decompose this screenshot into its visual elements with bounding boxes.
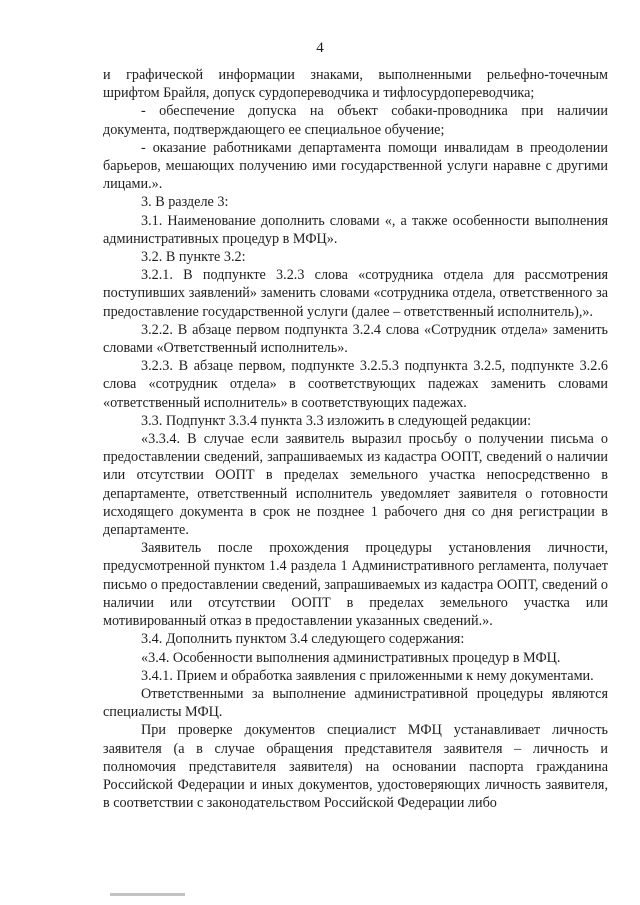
paragraph: При проверке документов специалист МФЦ устанавливает личность заявителя (а в случае обращения представителя заявителя – личность и полномочия представителя заявителя) на основании паспорта гражданина Российской Федерации и иных документов, удостоверяющих личность заявителя, в соответствии с законодательством Российской Федерации либо: [103, 722, 608, 812]
paragraph: - оказание работниками департамента помощи инвалидам в преодолении барьеров, мешающих получению ими государственной услуги наравне с другими лицами.».: [103, 139, 608, 193]
paragraph: 3.4.1. Прием и обработка заявления с приложенными к нему документами.: [141, 667, 594, 684]
paragraph: Заявитель после прохождения процедуры установления личности, предусмотренной пунктом 1.4 раздела 1 Административного регламента, получает письмо о предоставлении сведений, запрашиваемых из кадастра ООПТ, сведений о наличии или отсутствии ООПТ в пределах земельного участка или мотивированный отказ в предоставлении указанных сведений.».: [103, 540, 608, 630]
paragraph: 3.3. Подпункт 3.3.4 пункта 3.3 изложить в следующей редакции:: [141, 412, 532, 429]
paragraph: 3.2.1. В подпункте 3.2.3 слова «сотрудника отдела для рассмотрения поступивших заявлений» заменить словами «сотрудника отдела, ответственного за предоставление государственной услуги (далее – ответственный исполнитель),».: [103, 267, 608, 320]
paragraph: Ответственными за выполнение административной процедуры являются специалисты МФЦ.: [103, 685, 608, 721]
paragraph: и графической информации знаками, выполненными рельефно-точечным шрифтом Брайля, допуск сурдопереводчика и тифлосурдопереводчика;: [103, 67, 608, 102]
paragraph: 3.2.3. В абзаце первом, подпункте 3.2.5.3 подпункта 3.2.5, подпункте 3.2.6 слова «сотрудник отдела» в соответствующих падежах заменить словами «ответственный исполнитель» в соответствующих падежах.: [103, 358, 608, 411]
footer-mark: [110, 893, 185, 896]
paragraph: 3.1. Наименование дополнить словами «, а также особенности выполнения административных процедур в МФЦ».: [103, 212, 608, 247]
paragraph: 3.4. Дополнить пунктом 3.4 следующего содержания:: [141, 631, 465, 648]
paragraph: 3. В разделе 3:: [141, 194, 229, 211]
page-number: 4: [316, 40, 324, 56]
body-text: [103, 66, 608, 812]
paragraph: 3.2.2. В абзаце первом подпункта 3.2.4 слова «Сотрудник отдела» заменить словами «Ответственный исполнитель».: [103, 321, 608, 357]
paragraph: 3.2. В пункте 3.2:: [141, 249, 246, 266]
paragraph: - обеспечение допуска на объект собаки-проводника при наличии документа, подтверждающего ее специальное обучение;: [103, 103, 608, 138]
paragraph: «3.3.4. В случае если заявитель выразил просьбу о получении письма о предоставлении сведений, запрашиваемых из кадастра ООПТ, сведений о наличии или отсутствии ООПТ в пределах земельного участка непосредственно в департаменте, ответственный исполнитель уведомляет заявителя о готовности исходящего документа в срок не позднее 1 рабочего дня со дня регистрации в департаменте.: [103, 431, 608, 539]
paragraph: «3.4. Особенности выполнения административных процедур в МФЦ.: [141, 649, 561, 666]
